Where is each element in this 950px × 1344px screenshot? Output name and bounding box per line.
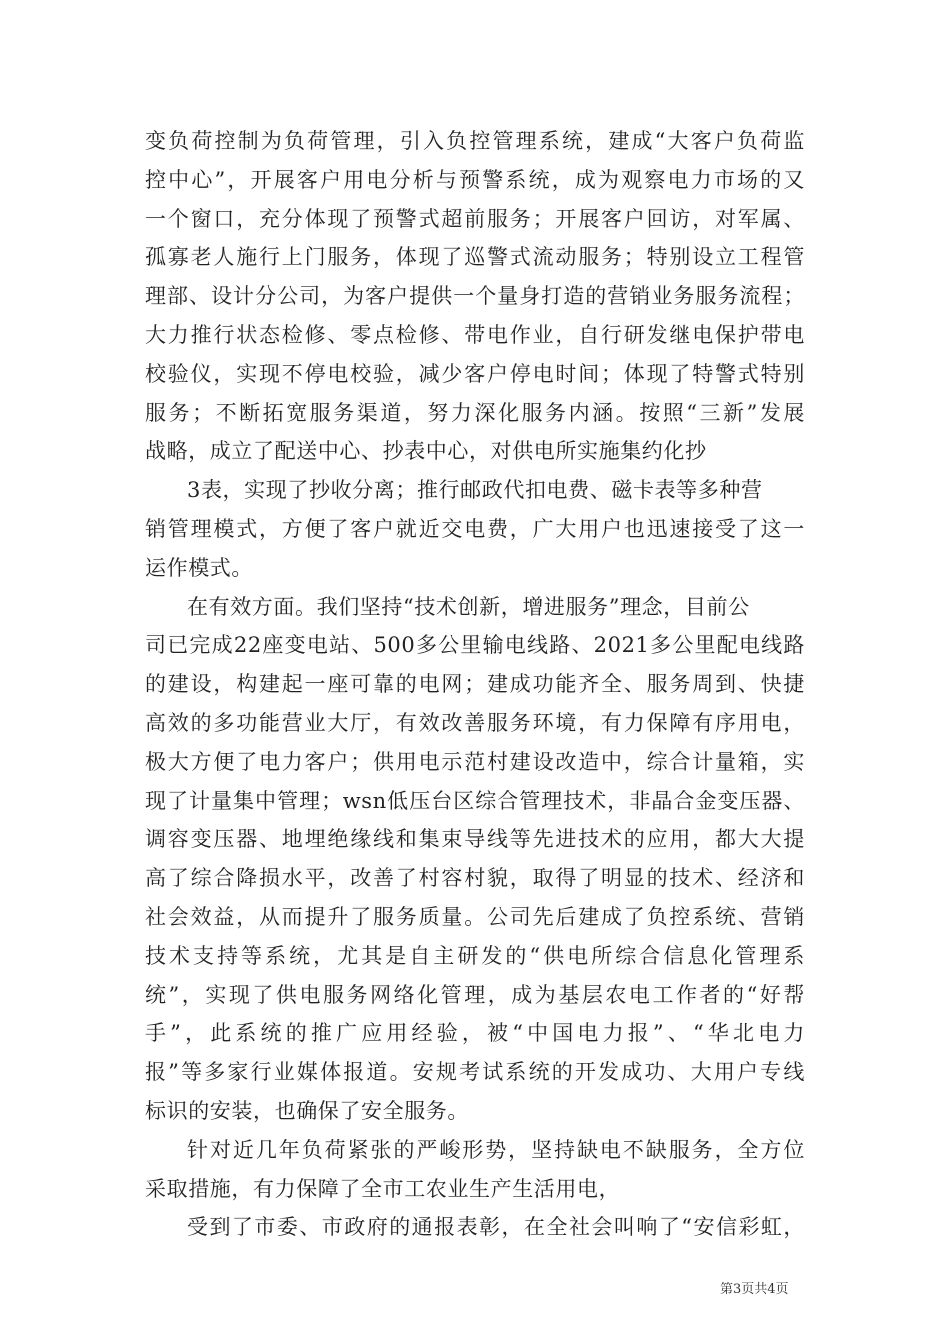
text-line: 社会效益，从而提升了服务质量。公司先后建成了负控系统、营销 — [145, 904, 805, 929]
text-line: 在有效方面。我们坚持“技术创新，增进服务”理念，目前公 — [187, 594, 750, 619]
text-line: 高效的多功能营业大厅，有效改善服务环境，有力保障有序用电， — [145, 710, 805, 735]
text-line: 销管理模式，方便了客户就近交电费，广大用户也迅速接受了这一 — [145, 516, 805, 541]
text-line: 一个窗口，充分体现了预警式超前服务；开展客户回访，对军属、 — [145, 206, 805, 231]
text-line: 控中心”，开展客户用电分析与预警系统，成为观察电力市场的又 — [145, 167, 805, 192]
text-line: 孤寡老人施行上门服务，体现了巡警式流动服务；特别设立工程管 — [145, 245, 805, 270]
text-line: 大力推行状态检修、零点检修、带电作业，自行研发继电保护带电 — [145, 322, 805, 347]
text-line: 司已完成22座变电站、500多公里输电线路、2021多公里配电线路 — [145, 633, 805, 658]
text-line: 极大方便了电力客户；供用电示范村建设改造中，综合计量箱，实 — [145, 749, 805, 774]
text-line: 报”等多家行业媒体报道。安规考试系统的开发成功、大用户专线 — [145, 1060, 805, 1085]
document-body — [145, 122, 805, 1247]
text-line: 的建设，构建起一座可靠的电网；建成功能齐全、服务周到、快捷 — [145, 672, 805, 697]
text-line: 运作模式。 — [145, 555, 253, 580]
text-line: 标识的安装，也确保了安全服务。 — [145, 1098, 469, 1123]
page-number: 第3页共4页 — [720, 1282, 789, 1297]
text-line: 受到了市委、市政府的通报表彰，在全社会叫响了“安信彩虹， — [187, 1215, 805, 1240]
text-line: 战略，成立了配送中心、抄表中心，对供电所实施集约化抄 — [145, 439, 707, 464]
text-line: 理部、设计分公司，为客户提供一个量身打造的营销业务服务流程； — [145, 284, 805, 309]
text-line: 变负荷控制为负荷管理，引入负控管理系统，建成“大客户负荷监 — [145, 129, 805, 153]
text-line: 3表，实现了抄收分离；推行邮政代扣电费、磁卡表等多种营 — [187, 478, 763, 503]
text-line: 采取措施，有力保障了全市工农业生产生活用电， — [145, 1176, 621, 1201]
text-line: 针对近几年负荷紧张的严峻形势，坚持缺电不缺服务，全方位 — [187, 1137, 805, 1162]
text-line: 手”，此系统的推广应用经验，被“中国电力报”、“华北电力 — [145, 1021, 805, 1046]
text-line: 高了综合降损水平，改善了村容村貌，取得了明显的技术、经济和 — [145, 866, 805, 891]
text-line: 调容变压器、地埋绝缘线和集束导线等先进技术的应用，都大大提 — [145, 827, 805, 852]
text-line: 现了计量集中管理；wsn低压台区综合管理技术，非晶合金变压器、 — [145, 788, 805, 813]
text-line: 服务；不断拓宽服务渠道，努力深化服务内涵。按照“三新”发展 — [145, 400, 805, 425]
text-line: 校验仪，实现不停电校验，减少客户停电时间；体现了特警式特别 — [145, 361, 805, 386]
text-line: 技术支持等系统，尤其是自主研发的“供电所综合信息化管理系 — [145, 943, 805, 968]
text-line: 统”，实现了供电服务网络化管理，成为基层农电工作者的“好帮 — [145, 982, 805, 1007]
